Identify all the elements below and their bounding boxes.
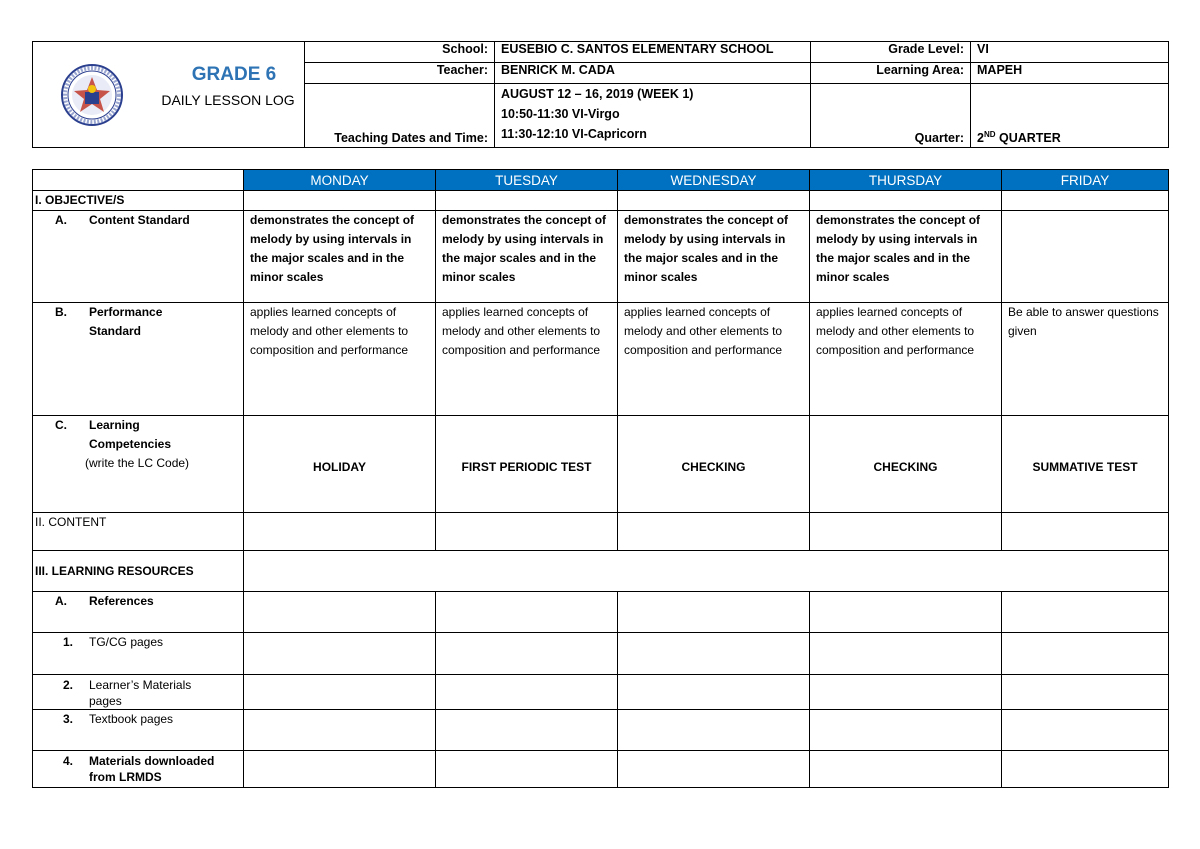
quarter-number: 2 (977, 131, 984, 145)
cell (1002, 710, 1169, 751)
cell (244, 710, 436, 751)
cell (618, 710, 810, 751)
row-label (89, 753, 214, 785)
cell (244, 551, 1169, 592)
day-tuesday: TUESDAY (436, 170, 618, 191)
performance-standard-mon: applies learned concepts of melody and other elements to composition and performance (244, 303, 436, 416)
row-marker: 2. (63, 678, 74, 692)
row-marker: A. (55, 213, 67, 227)
row-label-line-1: Learning (89, 418, 140, 432)
school-label: School: (305, 42, 495, 63)
cell (810, 592, 1002, 633)
day-wednesday: WEDNESDAY (618, 170, 810, 191)
dates-line-3: 11:30-12:10 VI-Capricorn (501, 127, 647, 141)
cell (810, 675, 1002, 710)
cell (618, 592, 810, 633)
learning-area-label: Learning Area: (811, 63, 971, 84)
performance-standard-label (33, 303, 244, 416)
references-label (33, 592, 244, 633)
competencies-wed: CHECKING (618, 416, 810, 513)
grade-level-value: VI (971, 42, 1169, 63)
content-standard-mon: demonstrates the concept of melody by using intervals in the major scales and in the minor scales (244, 211, 436, 303)
teacher-value: BENRICK M. CADA (495, 63, 811, 84)
grade-title: GRADE 6 (191, 64, 277, 85)
textbook-row (33, 710, 1169, 751)
row-marker: 4. (63, 754, 74, 768)
lrmds-label (33, 751, 244, 788)
row-label-line-2: from LRMDS (89, 770, 162, 784)
cell (244, 513, 436, 551)
dates-line-2: 10:50-11:30 VI-Virgo (501, 107, 620, 121)
quarter-suffix: ND (983, 130, 996, 139)
header-table (32, 41, 1169, 148)
log-title: DAILY LESSON LOG (161, 92, 295, 108)
row-label-line-2: Standard (89, 324, 142, 338)
cell (436, 751, 618, 788)
dates-value (495, 84, 811, 148)
tg-pages-label (33, 633, 244, 675)
teacher-label: Teacher: (305, 63, 495, 84)
row-label-line-1: Performance (89, 305, 163, 319)
cell (1002, 633, 1169, 675)
row-label-line-1: Learner’s Materials (89, 678, 192, 692)
cell (244, 633, 436, 675)
resources-row (33, 551, 1169, 592)
performance-standard-wed: applies learned concepts of melody and other elements to composition and performance (618, 303, 810, 416)
cell (1002, 675, 1169, 710)
cell (1002, 592, 1169, 633)
quarter-word: QUARTER (995, 131, 1061, 145)
row-label (85, 416, 190, 473)
cell (618, 513, 810, 551)
school-value: EUSEBIO C. SANTOS ELEMENTARY SCHOOL (495, 42, 811, 63)
competencies-fri: SUMMATIVE TEST (1002, 416, 1169, 513)
performance-standard-tue: applies learned concepts of melody and other elements to composition and performance (436, 303, 618, 416)
cell (1002, 751, 1169, 788)
references-row (33, 592, 1169, 633)
cell (436, 191, 618, 211)
lrmds-row (33, 751, 1169, 788)
cell (244, 191, 436, 211)
cell (436, 675, 618, 710)
row-label-line-2: pages (89, 694, 122, 708)
content-standard-wed: demonstrates the concept of melody by using intervals in the major scales and in the minor scales (618, 211, 810, 303)
cell (810, 633, 1002, 675)
cell (1002, 191, 1169, 211)
content-label: II. CONTENT (33, 513, 244, 551)
cell (810, 513, 1002, 551)
learning-area-value: MAPEH (971, 63, 1169, 84)
cell (436, 633, 618, 675)
cell (244, 675, 436, 710)
day-monday: MONDAY (244, 170, 436, 191)
competencies-tue: FIRST PERIODIC TEST (436, 416, 618, 513)
objectives-label: I. OBJECTIVE/S (33, 191, 244, 211)
row-label-line-3: (write the LC Code) (85, 456, 190, 470)
cell (244, 592, 436, 633)
competencies-row (33, 416, 1169, 513)
cell (244, 751, 436, 788)
cell (1002, 513, 1169, 551)
competencies-mon: HOLIDAY (244, 416, 436, 513)
row-marker: A. (55, 594, 67, 608)
quarter-label: Quarter: (811, 84, 971, 148)
row-label: TG/CG pages (89, 635, 164, 649)
content-row (33, 513, 1169, 551)
day-thursday: THURSDAY (810, 170, 1002, 191)
performance-standard-thu: applies learned concepts of melody and other elements to composition and performance (810, 303, 1002, 416)
row-marker: 1. (63, 635, 74, 649)
cell (436, 592, 618, 633)
cell (810, 710, 1002, 751)
cell (618, 191, 810, 211)
cell (618, 675, 810, 710)
cell (810, 751, 1002, 788)
tg-pages-row (33, 633, 1169, 675)
lesson-log-table (32, 169, 1169, 788)
row-label: Textbook pages (89, 712, 174, 726)
deped-seal-icon (61, 64, 123, 126)
content-standard-thu: demonstrates the concept of melody by using intervals in the major scales and in the minor scales (810, 211, 1002, 303)
row-marker: B. (55, 305, 67, 319)
row-label: Content Standard (89, 213, 190, 227)
content-standard-fri (1002, 211, 1169, 303)
performance-standard-fri: Be able to answer questions given (1002, 303, 1169, 416)
content-standard-tue: demonstrates the concept of melody by using intervals in the major scales and in the minor scales (436, 211, 618, 303)
content-standard-row (33, 211, 1169, 303)
competencies-thu: CHECKING (810, 416, 1002, 513)
competencies-label (33, 416, 244, 513)
lm-pages-row (33, 675, 1169, 710)
dates-line-1: AUGUST 12 – 16, 2019 (WEEK 1) (501, 87, 694, 101)
row-marker: 3. (63, 712, 74, 726)
row-marker: C. (55, 418, 67, 432)
textbook-label (33, 710, 244, 751)
cell (618, 633, 810, 675)
content-standard-label (33, 211, 244, 303)
row-label (89, 677, 191, 709)
cell (436, 513, 618, 551)
cell (810, 191, 1002, 211)
quarter-value (971, 84, 1169, 148)
logo-cell (33, 42, 305, 148)
cell (436, 710, 618, 751)
objectives-row (33, 191, 1169, 211)
day-header-row (33, 170, 1169, 191)
row-label-line-1: Materials downloaded (89, 754, 215, 768)
row-label (89, 303, 162, 341)
row-label-line-2: Competencies (89, 437, 172, 451)
grade-level-label: Grade Level: (811, 42, 971, 63)
day-friday: FRIDAY (1002, 170, 1169, 191)
row-label: References (89, 594, 154, 608)
cell (618, 751, 810, 788)
dates-label: Teaching Dates and Time: (305, 84, 495, 148)
performance-standard-row (33, 303, 1169, 416)
lm-pages-label (33, 675, 244, 710)
resources-label: III. LEARNING RESOURCES (33, 551, 244, 592)
day-header-blank (33, 170, 244, 191)
